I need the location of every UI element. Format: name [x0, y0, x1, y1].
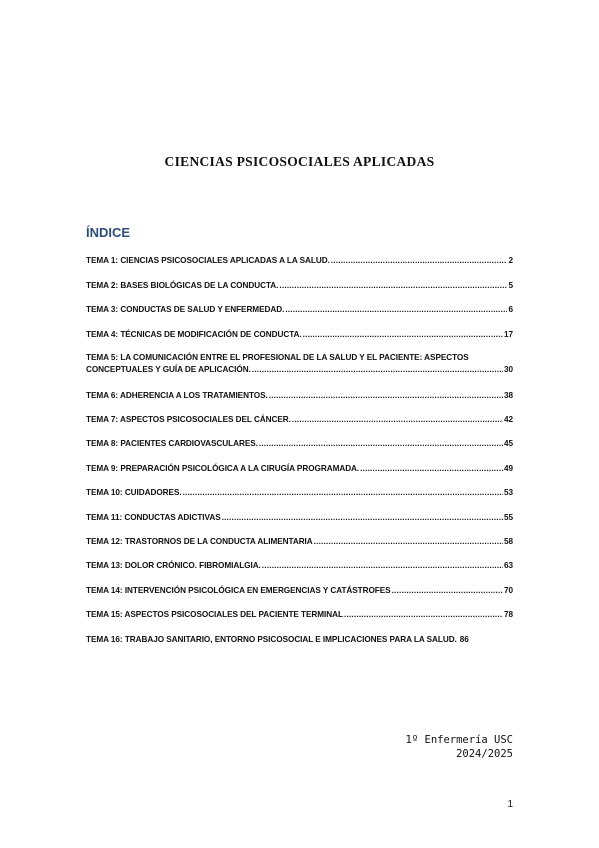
- toc-entry-page-number: 58: [503, 537, 513, 546]
- toc-entry-title: TEMA 3: CONDUCTAS DE SALUD Y ENFERMEDAD.: [86, 305, 285, 314]
- toc-entry-page-number: 45: [503, 439, 513, 448]
- dot-leader: [222, 512, 503, 524]
- toc-entry-page-number: 17: [503, 330, 513, 339]
- footer-year: 2024/2025: [456, 748, 513, 760]
- toc-entry-page-number: 78: [503, 610, 513, 619]
- dot-leader: [262, 560, 503, 572]
- toc-entry-title: TEMA 8: PACIENTES CARDIOVASCULARES.: [86, 439, 258, 448]
- toc-entry: [86, 329, 513, 341]
- toc-entry-title: TEMA 13: DOLOR CRÓNICO. FIBROMIALGIA.: [86, 561, 261, 570]
- toc-entry-title: TEMA 9: PREPARACIÓN PSICOLÓGICA A LA CIRUGÍA PROGRAMADA.: [86, 464, 360, 473]
- toc-entry: [86, 536, 513, 548]
- toc-entry: [86, 304, 513, 316]
- dot-leader: [360, 463, 503, 475]
- toc-entry-title: TEMA 4: TÉCNICAS DE MODIFICACIÓN DE CONDUCTA.: [86, 330, 302, 339]
- toc-entry: [86, 414, 513, 426]
- toc-entry-title: TEMA 11: CONDUCTAS ADICTIVAS: [86, 513, 221, 522]
- dot-leader: [183, 487, 503, 499]
- toc-entry: [86, 560, 513, 572]
- toc-entry: [86, 609, 513, 621]
- dot-leader: [252, 364, 503, 376]
- toc-entry: [86, 463, 513, 475]
- toc-entry: [86, 352, 513, 376]
- toc-entry: [86, 634, 513, 646]
- dot-leader: [331, 255, 508, 267]
- toc-entry: [86, 585, 513, 597]
- toc-entry: [86, 438, 513, 450]
- toc-entry-page-number: 86: [459, 635, 469, 644]
- dot-leader: [259, 438, 503, 450]
- toc-entry-page-number: 5: [508, 281, 513, 290]
- toc-entry-title: TEMA 6: ADHERENCIA A LOS TRATAMIENTOS.: [86, 391, 268, 400]
- footer-course-info: [406, 733, 513, 761]
- dot-leader: [344, 609, 503, 621]
- toc-entry-page-number: 30: [503, 365, 513, 374]
- toc-entry: [86, 390, 513, 402]
- toc-entry-page-number: 2: [508, 256, 513, 265]
- toc-entry: [86, 280, 513, 292]
- toc-entry-page-number: 55: [503, 513, 513, 522]
- dot-leader: [314, 536, 503, 548]
- toc-entry-page-number: 38: [503, 391, 513, 400]
- toc-entry-title: TEMA 16: TRABAJO SANITARIO, ENTORNO PSICOSOCIAL E IMPLICACIONES PARA LA SALUD.: [86, 635, 457, 644]
- toc-entry: [86, 255, 513, 267]
- footer-course: 1º Enfermería USC: [405, 734, 513, 746]
- toc-entry-title: TEMA 7: ASPECTOS PSICOSOCIALES DEL CÁNCER.: [86, 415, 291, 424]
- toc-heading: ÍNDICE: [86, 225, 131, 240]
- dot-leader: [279, 280, 507, 292]
- toc-entry-page-number: 6: [508, 305, 513, 314]
- dot-leader: [392, 585, 503, 597]
- toc-entry-page-number: 42: [503, 415, 513, 424]
- toc-entry: [86, 512, 513, 524]
- dot-leader: [292, 414, 503, 426]
- dot-leader: [285, 304, 507, 316]
- dot-leader: [303, 329, 503, 341]
- toc-entry: [86, 487, 513, 499]
- toc-entry-title: TEMA 10: CUIDADORES.: [86, 488, 182, 497]
- toc-entry-page-number: 53: [503, 488, 513, 497]
- dot-leader: [269, 390, 503, 402]
- toc-entry-title: TEMA 14: INTERVENCIÓN PSICOLÓGICA EN EMERGENCIAS Y CATÁSTROFES: [86, 586, 391, 595]
- toc-entry-page-number: 63: [503, 561, 513, 570]
- toc-entry-title: TEMA 12: TRASTORNOS DE LA CONDUCTA ALIMENTARIA: [86, 537, 313, 546]
- toc-entry-page-number: 49: [503, 464, 513, 473]
- toc-entry-title: TEMA 2: BASES BIOLÓGICAS DE LA CONDUCTA.: [86, 281, 279, 290]
- toc-entry-title: CONCEPTUALES Y GUÍA DE APLICACIÓN.: [86, 365, 251, 374]
- toc-entry-title-line1: TEMA 5: LA COMUNICACIÓN ENTRE EL PROFESIONAL DE LA SALUD Y EL PACIENTE: ASPECTOS: [86, 353, 469, 362]
- toc-entry-title: TEMA 15: ASPECTOS PSICOSOCIALES DEL PACIENTE TERMINAL: [86, 610, 343, 619]
- document-title: CIENCIAS PSICOSOCIALES APLICADAS: [164, 154, 435, 169]
- page-number: 1: [507, 799, 513, 810]
- toc-entry-title: TEMA 1: CIENCIAS PSICOSOCIALES APLICADAS A LA SALUD.: [86, 256, 330, 265]
- toc-entry-page-number: 70: [503, 586, 513, 595]
